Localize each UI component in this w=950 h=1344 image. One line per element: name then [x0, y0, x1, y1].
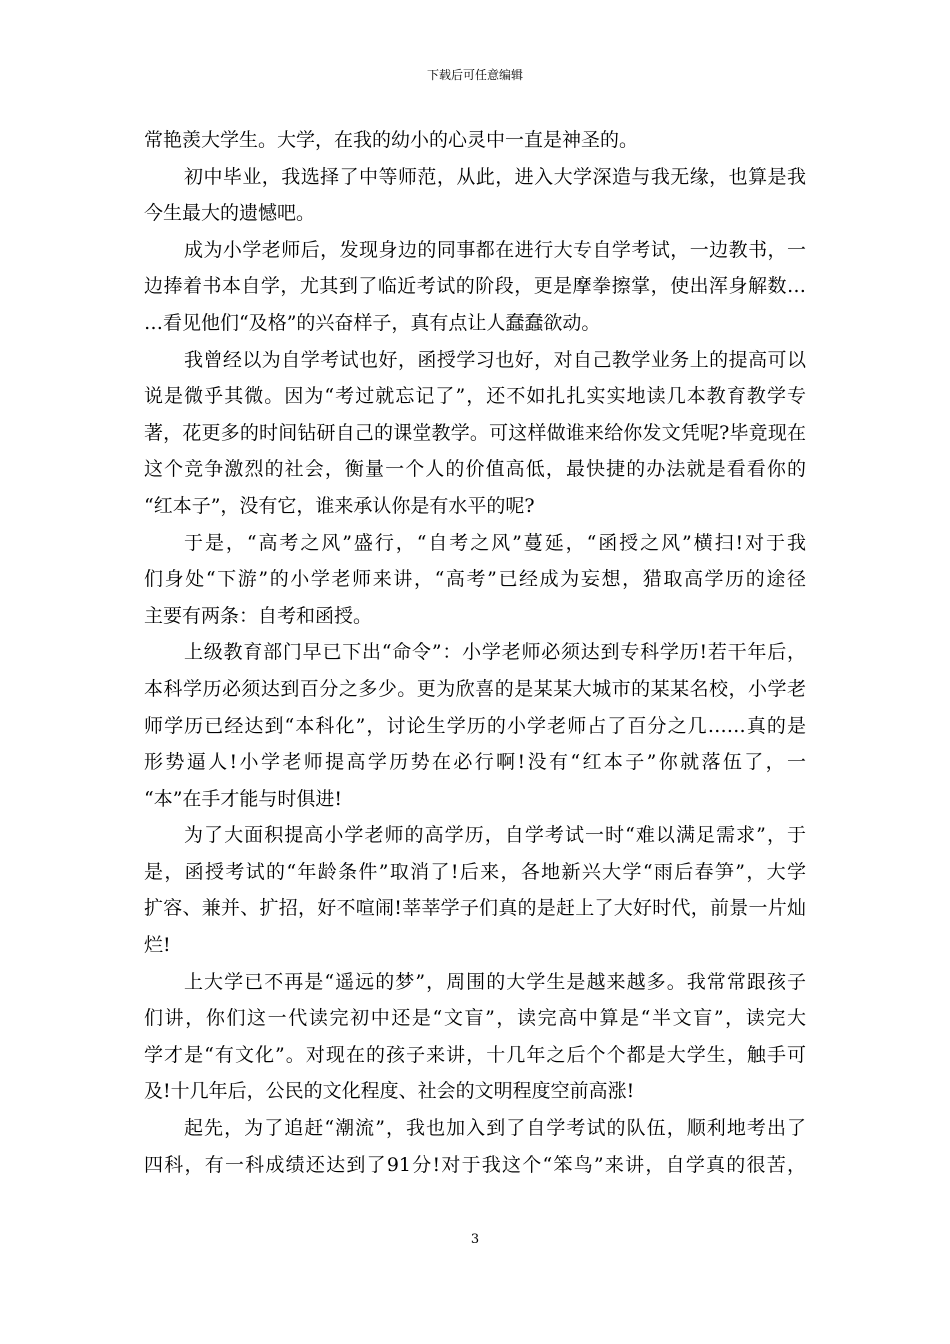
text-line: 四科，有一科成绩还达到了91分!对于我这个“笨鸟”来讲，自学真的很苦， [144, 1153, 806, 1176]
text-line: 们讲，你们这一代读完初中还是“文盲”，读完高中算是“半文盲”，读完大 [144, 1007, 806, 1030]
text-line: 们身处“下游”的小学老师来讲，“高考”已经成为妄想，猎取高学历的途径 [144, 568, 806, 591]
text-line: “本”在手才能与时俱进! [144, 787, 343, 810]
text-line: 本科学历必须达到百分之多少。更为欣喜的是某某大城市的某某名校，小学老 [144, 677, 806, 700]
page-number: 3 [470, 1232, 480, 1247]
page-header: 下载后可任意编辑 [426, 68, 523, 82]
text-line: 说是微乎其微。因为“考过就忘记了”，还不如扎扎实实地读几本教育教学专 [144, 385, 806, 408]
paragraph-first-line: 初中毕业，我选择了中等师范，从此，进入大学深造与我无缘，也算是我 [184, 165, 806, 188]
text-line: 著，花更多的时间钻研自己的课堂教学。可这样做谁来给你发文凭呢?毕竟现在 [144, 421, 806, 444]
text-line: 烂! [144, 934, 171, 957]
document-body [144, 122, 806, 1183]
paragraph-first-line: 为了大面积提高小学老师的高学历，自学考试一时“难以满足需求”，于 [184, 824, 806, 847]
text-line: 形势逼人!小学老师提高学历势在必行啊!没有“红本子”你就落伍了，一 [144, 751, 806, 774]
paragraph-first-line: 上大学已不再是“遥远的梦”，周围的大学生是越来越多。我常常跟孩子 [184, 970, 806, 993]
paragraph-first-line: 上级教育部门早已下出“命令”：小学老师必须达到专科学历!若干年后， [184, 641, 806, 664]
text-line: 及!十几年后，公民的文化程度、社会的文明程度空前高涨! [144, 1080, 635, 1103]
text-line: 这个竞争激烈的社会，衡量一个人的价值高低，最快捷的办法就是看看你的 [144, 458, 806, 481]
text-line: 主要有两条：自考和函授。 [144, 604, 373, 627]
paragraph-first-line: 起先，为了追赶“潮流”，我也加入到了自学考试的队伍，顺利地考出了 [184, 1117, 806, 1140]
text-line: 师学历已经达到“本科化”，讨论生学历的小学老师占了百分之几……真的是 [144, 714, 806, 737]
paragraph-first-line: 于是，“高考之风”盛行，“自考之风”蔓延，“函授之风”横扫!对于我 [184, 531, 806, 554]
text-line: 边捧着书本自学，尤其到了临近考试的阶段，更是摩拳擦掌，使出浑身解数… [144, 275, 806, 298]
text-line: 学才是“有文化”。对现在的孩子来讲，十几年之后个个都是大学生，触手可 [144, 1043, 806, 1066]
paragraph-first-line: 成为小学老师后，发现身边的同事都在进行大专自学考试，一边教书，一 [184, 238, 806, 261]
text-line: 常艳羡大学生。大学，在我的幼小的心灵中一直是神圣的。 [144, 129, 639, 151]
text-line: 是，函授考试的“年龄条件”取消了!后来，各地新兴大学“雨后春笋”，大学 [144, 860, 806, 883]
text-line: …看见他们“及格”的兴奋样子，真有点让人蠢蠢欲动。 [144, 311, 601, 334]
text-line: “红本子”，没有它，谁来承认你是有水平的呢? [144, 494, 535, 517]
paragraph-first-line: 我曾经以为自学考试也好，函授学习也好，对自己教学业务上的提高可以 [184, 348, 806, 371]
text-line: 扩容、兼并、扩招，好不喧闹!莘莘学子们真的是赶上了大好时代，前景一片灿 [144, 897, 806, 920]
text-line: 今生最大的遗憾吧。 [144, 202, 316, 225]
